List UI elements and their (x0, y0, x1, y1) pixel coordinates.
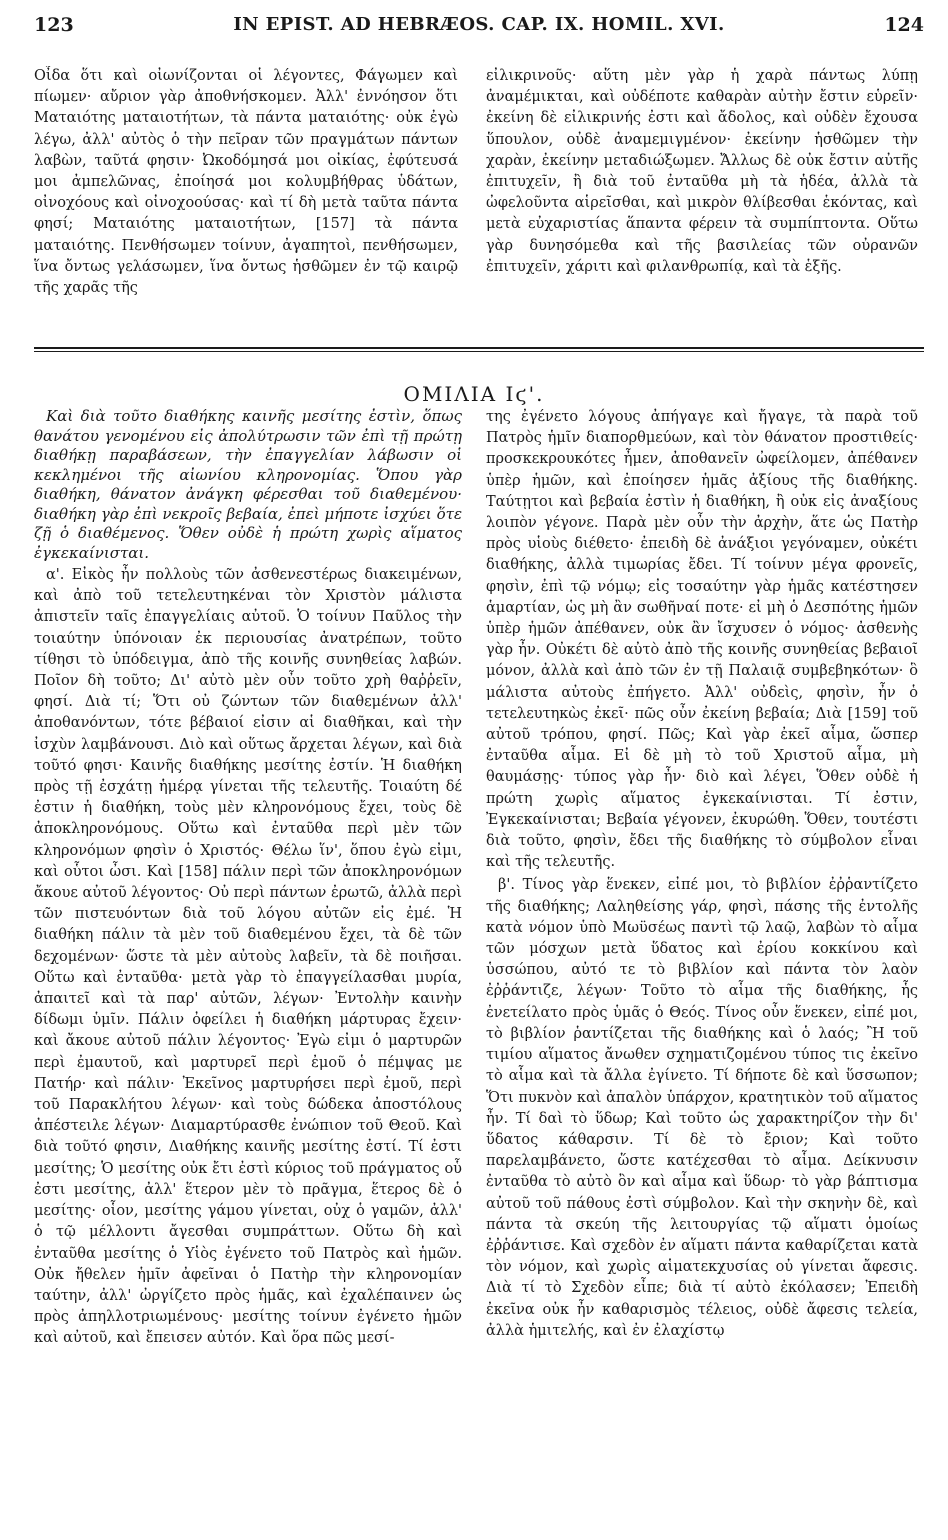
paragraph: β'. Τίνος γὰρ ἕνεκεν, εἰπέ μοι, τὸ βιβλίον ἐῤῥαντίζετο τῆς διαθήκης; Λαληθείσης γάρ, φησὶ, πάσης τῆς ἐντολῆς κατὰ νόμον ὑπὸ Μωϋσέως παντὶ τῷ λαῷ, λαβὼν τὸ αἷμα τῶν μόσχων μετὰ ὕδατος καὶ ἐρίου κοκκίνου καὶ ὑσσώπου, αὐτό τε τὸ βιβλίον καὶ πάντα τὸν λαὸν ἐῤῥάντιζε, λέγων· Τοῦτο τὸ αἷμα τῆς διαθήκης, ἧς ἐνετείλατο πρὸς ὑμᾶς ὁ Θεός. Τίνος οὖν ἕνεκεν, εἰπέ μοι, τὸ βιβλίον ῥαντίζεται τῆς διαθήκης καὶ ὁ λαός; Ἢ τοῦ τιμίου αἵματος ἄνωθεν σχηματιζομένου τύπος τις ἐκεῖνο τὸ αἷμα καὶ τὰ ἄλλα ἐγίνετο. Τί δήποτε δὲ καὶ ὕσσωπον; Ὅτι πυκνὸν καὶ ἁπαλὸν ὑπάρχον, κρατητικὸν τοῦ αἵματος ἦν. Τί δαὶ τὸ ὕδωρ; Καὶ τοῦτο ὡς χαρακτηρίζον τὴν δι' ὕδατος κάθαρσιν. Τί δὲ τὸ ἔριον; Καὶ τοῦτο παρελαμβάνετο, ὥστε κατέχεσθαι τὸ αἷμα. Δείκνυσιν ἐνταῦθα τὸ αὐτὸ ὂν καὶ αἷμα καὶ ὕδωρ· τὸ γὰρ βάπτισμα αὐτοῦ τοῦ πάθους ἐστὶ σύμβολον. Καὶ τὴν σκηνὴν δὲ, καὶ πάντα τὰ σκεύη τῆς λειτουργίας τῷ αἵματι ὁμοίως ἐῤῥάντισε. Καὶ σχεδὸν ἐν αἵματι πάντα καθαρίζεται κατὰ τὸν νόμον, καὶ χωρὶς αἱματεκχυσίας οὐ γίνεται ἄφεσις. Διὰ τί τὸ Σχεδὸν εἶπε; διὰ τί αὐτὸ ἐκόλασεν; Ἐπειδὴ ἐκεῖνα οὐκ ἦν καθαρισμὸς τέλειος, οὐδὲ ἄφεσις τελεία, ἀλλὰ ἡμιτελής, καὶ ἐν ἐλαχίστῳ (486, 877, 918, 1339)
paragraph: Οἶδα ὅτι καὶ οἰωνίζονται οἱ λέγοντες, Φάγωμεν καὶ πίωμεν· αὔριον γὰρ ἀποθνήσκομεν. Ἀλλ' ἐννόησον ὅτι Ματαιότης ματαιοτήτων, τὰ πάντα ματαιότης· οὐκ ἐγὼ λέγω, ἀλλ' αὐτὸς ὁ τὴν πεῖραν τῶν πραγμάτων πάντων λαβὼν, ταῦτά φησιν· Ὠκοδόμησά μοι οἰκίας, ἐφύτευσά μοι ἀμπελῶνας, ἐποίησά μοι κολυμβήθρας ὑδάτων, οἰνοχόους καὶ οἰνοχοούσας· καὶ τί δὴ μετὰ ταῦτα πάντα φησί; Ματαιότης ματαιοτήτων, [157] τὰ πάντα ματαιότης. Πενθήσωμεν τοίνυν, ἀγαπητοὶ, πενθήσωμεν, ἵνα ὄντως γελάσωμεν, ἵνα ὄντως ἡσθῶμεν ἐν τῷ καιρῷ τῆς χαρᾶς τῆς (34, 68, 458, 297)
section-divider-thin (34, 351, 924, 352)
running-title: IN EPIST. AD HEBRÆOS. CAP. IX. HOMIL. XVI. (233, 14, 725, 35)
paragraph: α'. Εἰκὸς ἦν πολλοὺς τῶν ἀσθενεστέρως διακειμένων, καὶ ἀπὸ τοῦ τετελευτηκέναι τὸν Χριστὸν μάλιστα ἀπιστεῖν ταῖς ἐπαγγελίαις αὐτοῦ. Ὁ τοίνυν Παῦλος τὴν τοιαύτην ὑπόνοιαν ἐκ περιουσίας ἀνατρέπων, τοῦτο τίθησι τὸ ὑπόδειγμα, ἀπὸ τῆς κοινῆς συνηθείας λαβών. Ποῖον δὴ τοῦτο; Δι' αὐτὸ μὲν οὖν τοῦτο χρὴ θαῤῥεῖν, φησί. Διὰ τί; Ὅτι οὐ ζώντων τῶν διαθεμένων ἀλλ' ἀποθανόντων, τότε βέβαιοί εἰσιν αἱ διαθῆκαι, καὶ τὴν ἰσχὺν λαμβάνουσι. Διὸ καὶ οὕτως ἄρχεται λέγων, καὶ διὰ τοῦτό φησι· Καινῆς διαθήκης μεσίτης ἐστίν. Ἡ διαθήκη πρὸς τῇ ἐσχάτῃ ἡμέρᾳ γίνεται τῆς τελευτῆς. Τοιαύτη δέ ἐστιν ἡ διαθήκη, τοὺς μὲν κληρονόμους ἔχει, τοὺς δὲ ἀποκληρονόμους. Οὕτω καὶ ἐνταῦθα περὶ μὲν τῶν κληρονόμων φησὶν ὁ Χριστός· Θέλω ἵν', ὅπου ἐγὼ εἰμι, καὶ οὗτοι ὦσι. Καὶ [158] πάλιν περὶ τῶν ἀποκληρονόμων ἄκουε αὐτοῦ λέγοντος· Οὐ περὶ πάντων ἐρωτῶ, ἀλλὰ περὶ τῶν πιστευόντων διὰ τοῦ λόγου αὐτῶν εἰς ἐμέ. Ἡ διαθήκη πάλιν τὰ μὲν τοῦ διαθεμένου ἔχει, τὰ δὲ τῶν δεχομένων· ὥστε τὰ μὲν αὐτοὺς λαβεῖν, τὰ δὲ ποιῆσαι. Οὕτω καὶ ἐνταῦθα· μετὰ γὰρ τὸ ἐπαγγείλασθαι μυρία, ἀπαιτεῖ καὶ τὰ παρ' αὐτῶν, λέγων· Ἐντολὴν καινὴν δίδωμι ὑμῖν. Πάλιν ὀφείλει ἡ διαθήκη μάρτυρας ἔχειν· καὶ ἄκουε αὐτοῦ πάλιν λέγοντος· Ἐγὼ εἰμι ὁ μαρτυρῶν περὶ ἐμαυτοῦ, καὶ μαρτυρεῖ περὶ ἐμοῦ ὁ πέμψας με Πατήρ· καὶ πάλιν· Ἐκεῖνος μαρτυρήσει περὶ ἐμοῦ, περὶ τοῦ Παρακλήτου λέγων· καὶ τοὺς δώδεκα ἀποστόλους ἀπέστειλε λέγων· Διαμαρτύρασθε ἐνώπιον τοῦ Θεοῦ. Καὶ διὰ τοῦτό φησιν, Διαθήκης καινῆς μεσίτης ἐστί. Τί ἐστι μεσίτης; Ὁ μεσίτης οὐκ ἔτι ἐστὶ κύριος τοῦ πράγματος οὗ ἐστι μεσίτης, ἀλλ' ἕτερον μὲν τὸ πρᾶγμα, ἕτερος δὲ ὁ μεσίτης· οἷον, μεσίτης γάμου γίνεται, οὐχ ὁ γαμῶν, ἀλλ' ὁ τῷ μέλλοντι ἄγεσθαι συμπράττων. Οὕτω δὴ καὶ ἐνταῦθα μεσίτης ὁ Υἱὸς ἐγένετο τοῦ Πατρὸς καὶ ἡμῶν. Οὐκ ἤθελεν ἡμῖν ἀφεῖναι ὁ Πατὴρ τὴν κληρονομίαν ταύτην, ἀλλ' ὠργίζετο πρὸς ἡμᾶς, καὶ ἐχαλέπαινεν ὡς πρὸς ἀπηλλοτριωμένους· μεσίτης τοίνυν ἐγένετο ἡμῶν καὶ αὐτοῦ, καὶ ἔπεισεν αὐτόν. Καὶ ὅρα πῶς μεσί- (34, 567, 462, 1347)
section-divider (34, 347, 924, 349)
bottom-left-column (34, 407, 462, 1535)
page-header (34, 14, 924, 48)
paragraph: εἰλικρινοῦς· αὕτη μὲν γὰρ ἡ χαρὰ πάντως λύπῃ ἀναμέμικται, καὶ οὐδέποτε καθαρὰν αὐτὴν ἔστιν εὑρεῖν· ἐκείνη δὲ εἰλικρινής ἐστι καὶ ἄδολος, καὶ οὐδὲν ἔχουσα ὕπουλον, οὐδὲ ἀναμεμιγμένον· ἐκείνην ἡσθῶμεν τὴν χαρὰν, ἐκείνην μεταδιώξωμεν. Ἄλλως δὲ οὐκ ἔστιν αὐτῆς ἐπιτυχεῖν, ἢ διὰ τοῦ ἐνταῦθα μὴ τὰ ἡδέα, ἀλλὰ τὰ ὠφελοῦντα αἱρεῖσθαι, καὶ μικρὸν θλίβεσθαι ἑκόντας, καὶ μετὰ εὐχαριστίας ἅπαντα φέρειν τὰ συμπίπτοντα. Οὕτω γὰρ δυνησόμεθα καὶ τῆς βασιλείας τῶν οὐρανῶν ἐπιτυχεῖν, χάριτι καὶ φιλανθρωπίᾳ, καὶ τὰ ἑξῆς. (486, 68, 918, 275)
scripture-lemma: Καὶ διὰ τοῦτο διαθήκης καινῆς μεσίτης ἐστὶν, ὅπως θανάτου γενομένου εἰς ἀπολύτρωσιν τῶν ἐπὶ τῇ πρώτῃ διαθήκῃ παραβάσεων, τὴν ἐπαγγελίαν λάβωσιν οἱ κεκλημένοι τῆς αἰωνίου κληρονομίας. Ὅπου γὰρ διαθήκη, θάνατον ἀνάγκη φέρεσθαι τοῦ διαθεμένου· διαθήκη γὰρ ἐπὶ νεκροῖς βεβαία, ἐπεὶ μήποτε ἰσχύει ὅτε ζῇ ὁ διαθέμενος. Ὅθεν οὐδὲ ἡ πρώτη χωρὶς αἵματος ἐγκεκαίνισται. (34, 407, 462, 562)
top-left-column (34, 66, 458, 311)
paragraph: της ἐγένετο λόγους ἀπήγαγε καὶ ἤγαγε, τὰ παρὰ τοῦ Πατρὸς ἡμῖν διαπορθμεύων, καὶ τὸν θάνατον προστιθείς· προσκεκρουκότες ἦμεν, ἀποθανεῖν ὠφείλομεν, ἀπέθανεν ὑπὲρ ἡμῶν, καὶ ἐποίησεν ἡμᾶς ἀξίους τῆς διαθήκης. Ταύτῃτοι καὶ βεβαία ἐστὶν ἡ διαθήκη, ἢ οὐκ εἰς ἀναξίους λοιπὸν γέγονε. Παρὰ μὲν οὖν τὴν ἀρχὴν, ἅτε ὡς Πατὴρ πρὸς υἱοὺς διέθετο· ἐπειδὴ δὲ ἀνάξιοι γεγόναμεν, οὐκέτι διαθήκης, ἀλλὰ τιμωρίας ἔδει. Τί τοίνυν μέγα φρονεῖς, φησὶν, ἐπὶ τῷ νόμῳ; εἰς τοσαύτην γὰρ ἡμᾶς κατέστησεν ἁμαρτίαν, ὡς μὴ ἂν σωθῆναί ποτε· εἰ μὴ ὁ Δεσπότης ἡμῶν ὑπὲρ ἡμῶν ἀπέθανεν, οὐκ ἂν ἴσχυσεν ὁ νόμος· ἀσθενὴς γὰρ ἦν. Οὐκέτι δὲ αὐτὸ ἀπὸ τῆς κοινῆς συνηθείας βεβαιοῖ μόνον, ἀλλὰ καὶ ἀπὸ τῶν ἐν τῇ Παλαιᾷ συμβεβηκότων· ὃ μάλιστα αὐτοὺς ἐπήγετο. Ἀλλ' οὐδεὶς, φησὶν, ἦν ὁ τετελευτηκὼς ἐκεῖ· πῶς οὖν ἐκείνη βεβαία; Διὰ [159] τοῦ αὐτοῦ τρόπου, φησί. Πῶς; Καὶ γὰρ ἐκεῖ αἷμα, ὥσπερ ἐνταῦθα αἷμα. Εἰ δὲ μὴ τὸ τοῦ Χριστοῦ αἷμα, μὴ θαυμάσῃς· τύπος γὰρ ἦν· διὸ καὶ λέγει, Ὅθεν οὐδὲ ἡ πρώτη χωρὶς αἵματος ἐγκεκαίνισται. Τί ἐστιν, Ἐγκεκαίνισται; Βεβαία γέγονεν, ἐκυρώθη. Ὅθεν, τουτέστι διὰ τοῦτο, φησὶν, ἔδει τῆς διαθήκης τὸ σύμβολον εἶναι καὶ τῆς τελευτῆς. (486, 409, 918, 871)
top-right-column (486, 66, 918, 311)
homily-title: ΟΜΙΛΙΑ Ιϛ'. (403, 382, 545, 406)
page-number-left: 123 (34, 14, 74, 36)
bottom-right-column (486, 407, 918, 1535)
page-number-right: 124 (884, 14, 924, 36)
